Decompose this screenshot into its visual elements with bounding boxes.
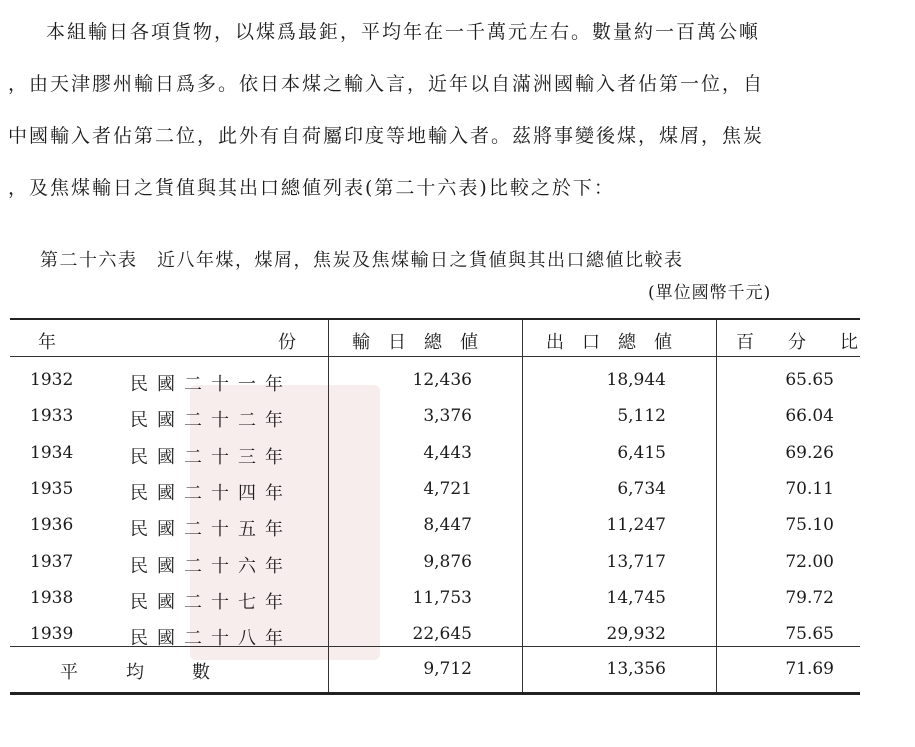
row-japan-value: 11,753 — [412, 588, 472, 608]
average-japan: 9,712 — [423, 659, 472, 679]
header-percent: 百分比 — [736, 332, 892, 353]
row-percent: 69.26 — [785, 443, 834, 463]
row-era: 民國二十五年 — [130, 519, 292, 540]
row-era: 民國二十八年 — [130, 628, 292, 649]
row-japan-value: 22,645 — [412, 624, 472, 644]
table-unit: (單位國幣千元) — [648, 283, 772, 303]
row-percent: 75.10 — [785, 515, 834, 535]
row-japan-value: 4,721 — [423, 479, 472, 499]
paragraph-line: 中國輸入者佔第二位，此外有自荷屬印度等地輸入者。茲將事變後煤，煤屑，焦炭 — [8, 125, 765, 147]
row-year: 1935 — [30, 479, 74, 499]
row-percent: 65.65 — [785, 370, 834, 390]
row-export-value: 6,734 — [617, 479, 666, 499]
header-export-total: 出口總値 — [546, 332, 690, 353]
row-export-value: 18,944 — [606, 370, 666, 390]
paragraph-line: ，及焦煤輸日之貨值與其出口總値列表(第二十六表)比較之於下： — [8, 177, 615, 199]
paragraph-line: ，由天津膠州輸日爲多。依日本煤之輸入言，近年以自滿洲國輸入者佔第一位，自 — [8, 73, 765, 95]
row-percent: 70.11 — [785, 479, 834, 499]
row-percent: 66.04 — [785, 406, 834, 426]
row-year: 1932 — [30, 370, 74, 390]
row-era: 民國二十三年 — [130, 447, 292, 468]
header-japan-total: 輸日總値 — [352, 332, 496, 353]
table-caption: 第二十六表 近八年煤，煤屑，焦炭及焦煤輸日之貨値與其出口總値比較表 — [40, 250, 684, 271]
row-year: 1938 — [30, 588, 74, 608]
row-year: 1933 — [30, 406, 74, 426]
row-export-value: 13,717 — [606, 552, 666, 572]
row-japan-value: 4,443 — [423, 443, 472, 463]
row-japan-value: 9,876 — [423, 552, 472, 572]
row-era: 民國二十一年 — [130, 374, 292, 395]
header-year-left: 年 — [38, 332, 56, 353]
row-year: 1937 — [30, 552, 74, 572]
row-japan-value: 3,376 — [423, 406, 472, 426]
row-japan-value: 12,436 — [412, 370, 472, 390]
average-export: 13,356 — [606, 659, 666, 679]
row-export-value: 29,932 — [606, 624, 666, 644]
comparison-table — [10, 318, 892, 695]
row-era: 民國二十二年 — [130, 410, 292, 431]
average-percent: 71.69 — [785, 659, 834, 679]
header-year-right: 份 — [278, 332, 296, 353]
row-japan-value: 8,447 — [423, 515, 472, 535]
paragraph-line: 本組輸日各項貨物，以煤爲最鉅，平均年在一千萬元左右。數量約一百萬公噸 — [46, 21, 761, 43]
row-era: 民國二十六年 — [130, 556, 292, 577]
row-export-value: 14,745 — [606, 588, 666, 608]
row-year: 1936 — [30, 515, 74, 535]
row-export-value: 11,247 — [606, 515, 666, 535]
row-percent: 79.72 — [785, 588, 834, 608]
row-era: 民國二十七年 — [130, 592, 292, 613]
row-export-value: 6,415 — [617, 443, 666, 463]
row-year: 1934 — [30, 443, 74, 463]
row-year: 1939 — [30, 624, 74, 644]
row-percent: 72.00 — [785, 552, 834, 572]
average-label: 平均數 — [60, 662, 258, 683]
row-era: 民國二十四年 — [130, 483, 292, 504]
row-percent: 75.65 — [785, 624, 834, 644]
row-export-value: 5,112 — [617, 406, 666, 426]
